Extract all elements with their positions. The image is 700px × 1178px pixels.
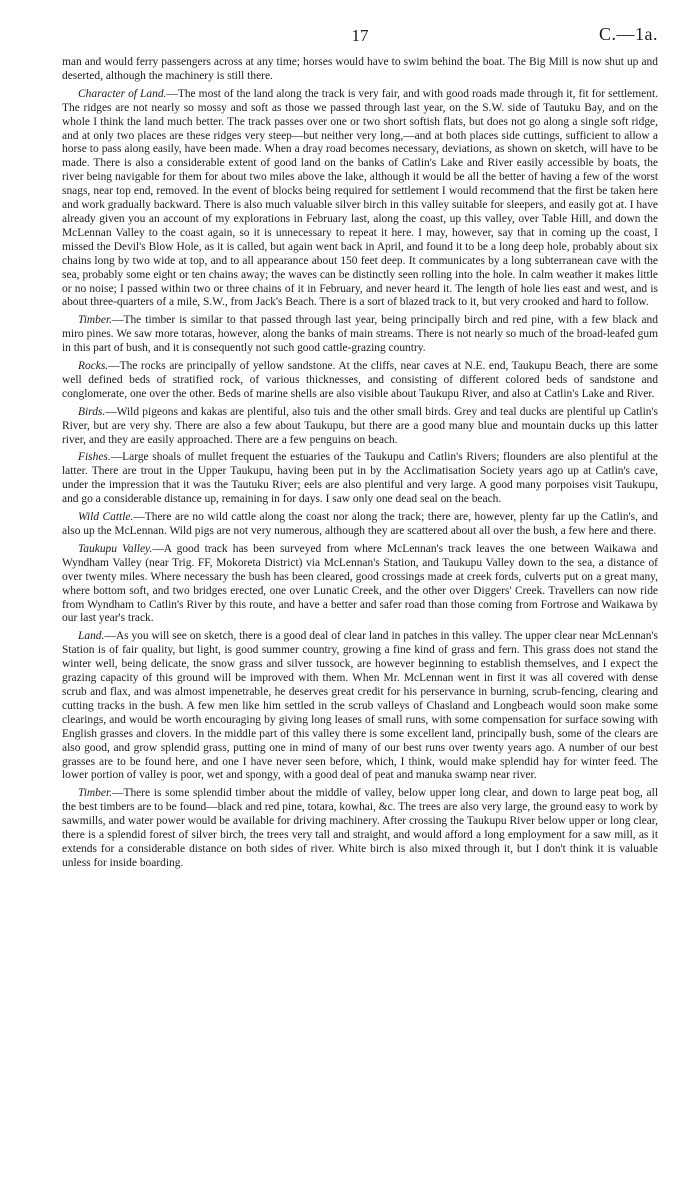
paragraph-heading: Timber. (78, 787, 113, 800)
document-page (62, 22, 658, 875)
paragraph-text: —Wild pigeons and kakas are plentiful, also tuis and the other small birds. Grey and teal ducks are plentiful up Catlin's River, but are very shy. There are also a few about Taukupu, but there are a good many blue and mountain ducks up this latter river, and they are easily approached. There are a few penguins on beach. (62, 405, 658, 446)
document-code: C.—1a. (599, 24, 658, 44)
paragraph-fishes (62, 451, 658, 507)
paragraph-heading: Birds. (78, 405, 106, 418)
paragraph-heading: Land. (78, 630, 105, 643)
report-body (62, 56, 658, 871)
paragraph-birds (62, 406, 658, 448)
paragraph-heading: Rocks. (78, 360, 109, 373)
paragraph-timber-valley (62, 787, 658, 870)
paragraph-text: man and would ferry passengers across at any time; horses would have to swim behind the boat. The Big Mill is now shut up and deserted, although the machinery is still there. (62, 56, 658, 82)
paragraph-continuation (62, 56, 658, 84)
paragraph-text: —A good track has been surveyed from where McLennan's track leaves the one between Waikawa and Wyndham Valley (near Trig. FF, Mokoreta District) via McLennan's Station, and Taukupu Valley down to the sea, a distance of over twenty miles. Where necessary the bush has been cleared, good crossings made at creek fords, culverts put on a great many, where bottom soft, and two bridges erected, one over Lunatic Creek, and the other over Diggers' Creek. Travellers can now ride from Wyndham to Catlin's River by this route, and have a better and safer road than those coming from Fortrose and Waikawa by our last year's track. (62, 542, 659, 625)
paragraph-heading: Fishes. (78, 451, 111, 464)
paragraph-taukupu-valley (62, 543, 658, 626)
paragraph-text: —Large shoals of mullet frequent the estuaries of the Taukupu and Catlin's Rivers; flounders are also plentiful at the latter. There are trout in the Upper Taukupu, having been put in by the Acclimatisation Society years ago up at Catlin's cave, under the impression that it was the Tautuku River; eels are also plentiful and very large. A good many porpoises visit Taukupu, and go a considerable distance up, remaining in for days. I saw only one dead seal on the beach. (62, 451, 658, 506)
paragraph-character-of-land (62, 88, 658, 311)
paragraph-text: —There are no wild cattle along the coast nor along the track; there are, however, plenty far up the Catlin's, and also up the McLennan. Wild pigs are not very numerous, although they are scattered about all over the bush, a few here and there. (62, 511, 658, 537)
paragraph-heading: Timber. (78, 314, 113, 327)
paragraph-heading: Character of Land. (78, 87, 167, 100)
paragraph-wild-cattle (62, 511, 658, 539)
paragraph-rocks (62, 360, 658, 402)
paragraph-timber (62, 314, 658, 356)
paragraph-text: —The rocks are principally of yellow sandstone. At the cliffs, near caves at N.E. end, Taukupu Beach, there are some well defined beds of stratified rock, of various thicknesses, and consisting of different colored beds of sandstone and conglomerate, one over the other. Beds of marine shells are also visible about Taukupu River, and also at Catlin's Lake and River. (62, 360, 658, 400)
paragraph-heading: Wild Cattle. (78, 511, 134, 524)
paragraph-text: —The timber is similar to that passed through last year, being principally birch and red pine, with a few black and miro pines. We saw more totaras, however, along the banks of main streams. There is not nearly so much of the broad-leafed gum in this part of bush, and it is consequently not such good cattle-grazing country. (62, 314, 658, 355)
paragraph-heading: Taukupu Valley. (78, 542, 153, 555)
paragraph-text: —As you will see on sketch, there is a good deal of clear land in patches in this valley. The upper clear near McLennan's Station is of fair quality, but light, is good summer country, growing a fine kind of grass and fern. This grass does not stand the winter well, being delicate, the snow grass and silver tussock, are however beginning to establish themselves, and I expect the grazing capacity of this ground will be improved with them. When Mr. McLennan went in first it was all covered with dense scrub and flax, and was almost impenetrable, he deserves great credit for his perservance in burning, scrub-fencing, clearing and cutting tracks in the bush. A few men like him settled in the scrub valleys of Chasland and Longbeach would soon make some clearings, and would be worth encouraging by giving long leases of small runs, with some compensation for surface sowing with English grasses and clovers. In the middle part of this valley there is some excellent land, principally bush, some of the clears are also good, and grow splendid grass, putting one in mind of many of our best runs over twenty years ago. A number of our best grasses are to be found here, and one I have never seen before, which, I think, would make splendid hay for winter feed. The lower portion of valley is poor, wet and spongy, with a good deal of peat and manuka swamp near river. (62, 630, 658, 782)
paragraph-text: —The most of the land along the track is very fair, and with good roads made through it, fit for settlement. The ridges are not nearly so mossy and soft as those we passed through last year, on the S.W. side of Tautuku Bay, and on the whole I think the land much better. The track passes over one or two short softish flats, but does not go along a single soft ridge, and at only two places are these ridges very steep—but neither very long,—and at both places side cuttings, sufficient to allow a horse to pass along easily, have been made. When a dray road becomes necessary, deviations, as shown on sketch, will have to be made. There is also a considerable extent of good land on the banks of Catlin's Lake and River easily accessible by boats, the river being navigable for them for about two miles above the lake, although it would be all the better of having a few of the worst snags, near top end, removed. In the event of blocks being required for settlement I would recommend that the first be taken here and work gradually backward. There is also much valuable silver birch in this valley suitable for sleepers, and easily got at. I have already given you an account of my explorations in February last, along the coast, up this valley, over Table Hill, and down the McLennan Valley to the coast again, so it is unnecessary to repeat it here. I may, however, say that in coming up the coast, I missed the Devil's Blow Hole, as it is called, but again went back in April, and found it to be a long deep hole, probably about six chains long by two wide at top, and to all appearance about 150 feet deep. It communicates by a long subterranean cave with the sea, probably some eight or ten chains away; the waves can be distinctly seen rolling into the hole. In calm weather it makes little or no noise; I passed within two or three chains of it in February, and never heard it. The length of hole lies east and west, and is about three-quarters of a mile, S.W., from Jack's Beach. There is a sort of blazed track to it, but very crooked and hard to follow. (62, 87, 658, 309)
page-number: 17 (351, 26, 369, 45)
page-header (62, 22, 658, 52)
paragraph-text: —There is some splendid timber about the middle of valley, below upper long clear, and down to large peat bog, all the best timbers are to be found—black and red pine, totara, kowhai, &c. The trees are also very large, the ground easy to work by sawmills, and water power would be available for driving machinery. After crossing the Taukupu River below upper or long clear, there is a splendid forest of silver birch, the trees very tall and straight, and would afford a long employment for a saw mill, as it extends for a considerable distance on both sides of river. White birch is also mixed through it, but I don't think it is valuable unless for inside boarding. (62, 787, 658, 869)
paragraph-land (62, 630, 658, 783)
